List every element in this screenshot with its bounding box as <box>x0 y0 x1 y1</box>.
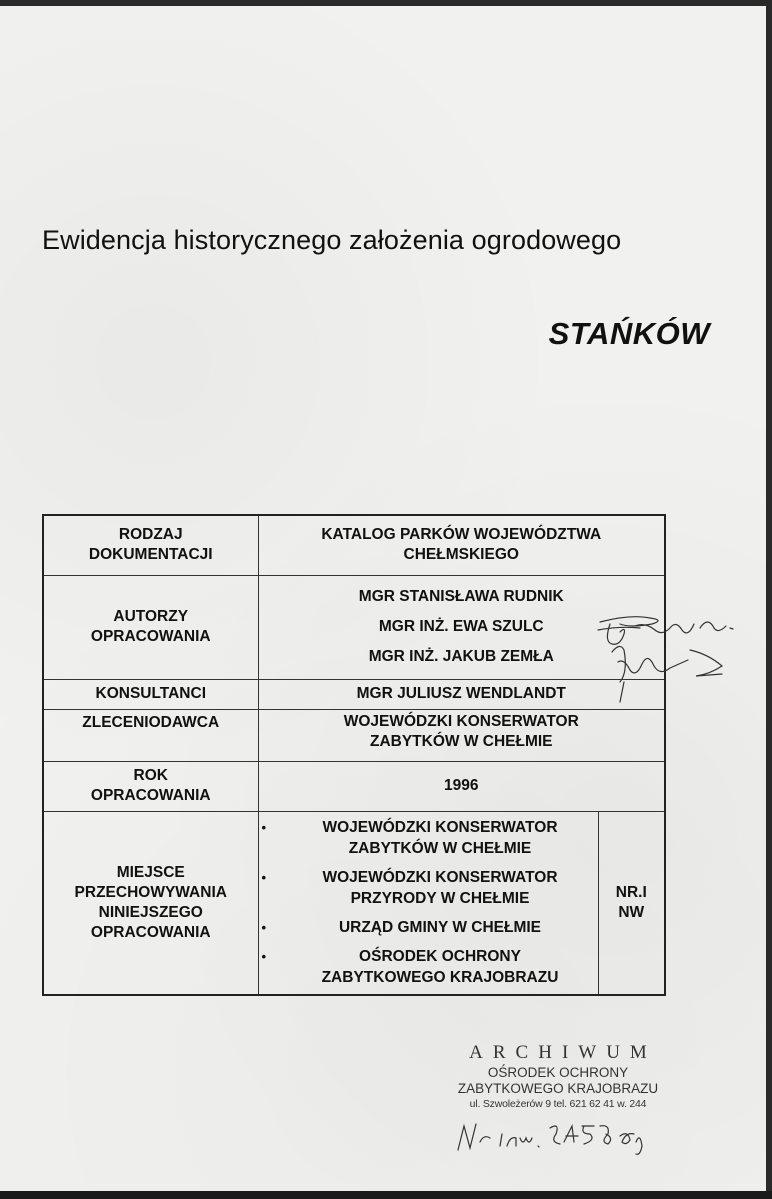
item-line: ZABYTKÓW W CHEŁMIE <box>348 840 532 858</box>
item-line: WOJEWÓDZKI KONSERWATOR <box>322 869 558 887</box>
row-rok <box>43 761 665 811</box>
label-line: ROK <box>133 767 168 784</box>
value-konsultanci: MGR JULIUSZ WENDLANDT <box>258 679 665 709</box>
label-miejsce <box>43 811 258 995</box>
document-page <box>0 6 766 1191</box>
handwritten-inventory-note <box>450 1112 650 1156</box>
list-item <box>259 946 598 988</box>
item-line: ZABYTKOWEGO KRAJOBRAZU <box>321 969 559 987</box>
stamp-line-1: OŚRODEK OCHRONY <box>487 1065 629 1080</box>
nr-line: NW <box>618 903 645 921</box>
place-name: STAŃKÓW <box>548 316 710 351</box>
value-nr <box>598 811 665 995</box>
list-item <box>259 867 598 909</box>
list-item <box>259 917 598 938</box>
stamp-line-3: ul. Szwoleżerów 9 tel. 621 62 41 w. 244 <box>469 1098 647 1110</box>
document-heading: Ewidencja historycznego założenia ogrodowego <box>42 225 622 255</box>
label-line: DOKUMENTACJI <box>88 546 213 564</box>
author-1: MGR STANISŁAWA RUDNIK <box>358 588 564 605</box>
bullet-icon: • <box>261 870 267 886</box>
value-miejsca <box>258 811 598 995</box>
stamp-archiwum: ARCHIWUM <box>469 1042 657 1063</box>
bullet-icon: • <box>261 820 267 836</box>
row-rodzaj <box>43 515 665 575</box>
row-zleceniodawca <box>43 709 665 761</box>
item-line: PRZYRODY W CHEŁMIE <box>350 890 530 908</box>
value-line: CHEŁMSKIEGO <box>403 546 519 564</box>
handwritten-signature <box>590 602 750 732</box>
label-zleceniodawca: ZLECENIODAWCA <box>43 709 258 761</box>
row-autorzy <box>43 575 665 679</box>
item-line: URZĄD GMINY W CHEŁMIE <box>338 919 542 937</box>
item-line: WOJEWÓDZKI KONSERWATOR <box>322 819 558 837</box>
value-line: KATALOG PARKÓW WOJEWÓDZTWA <box>321 526 602 544</box>
scan-edge <box>0 1191 772 1199</box>
nr-line: NR.I <box>615 883 647 901</box>
label-line: MIEJSCE <box>116 863 185 881</box>
value-line: ZABYTKÓW W CHEŁMIE <box>369 732 553 750</box>
stamp-line-2: ZABYTKOWEGO KRAJOBRAZU <box>457 1081 659 1096</box>
storage-list <box>259 817 598 988</box>
bullet-icon: • <box>261 920 267 936</box>
bullet-icon: • <box>261 949 267 965</box>
documentation-table <box>42 514 666 996</box>
label-line: OPRACOWANIA <box>90 787 211 804</box>
value-line: WOJEWÓDZKI KONSERWATOR <box>343 712 579 730</box>
label-konsultanci: KONSULTANCI <box>43 679 258 709</box>
label-autorzy <box>43 575 258 679</box>
label-line: OPRACOWANIA <box>90 923 211 941</box>
archive-stamp <box>448 1042 668 1110</box>
label-line: AUTORZY <box>113 608 189 625</box>
author-2: MGR INŻ. EWA SZULC <box>378 618 544 635</box>
label-line: NINIEJSZEGO <box>98 903 203 921</box>
row-miejsce <box>43 811 665 995</box>
value-rodzaj <box>258 515 665 575</box>
author-3: MGR INŻ. JAKUB ZEMŁA <box>368 648 554 665</box>
label-line: PRZECHOWYWANIA <box>74 883 227 901</box>
item-line: OŚRODEK OCHRONY <box>359 948 521 966</box>
value-rok: 1996 <box>258 761 665 811</box>
label-line: RODZAJ <box>118 526 183 544</box>
row-konsultanci <box>43 679 665 709</box>
label-rok <box>43 761 258 811</box>
label-line: OPRACOWANIA <box>90 628 211 645</box>
list-item <box>259 817 598 859</box>
label-rodzaj <box>43 515 258 575</box>
